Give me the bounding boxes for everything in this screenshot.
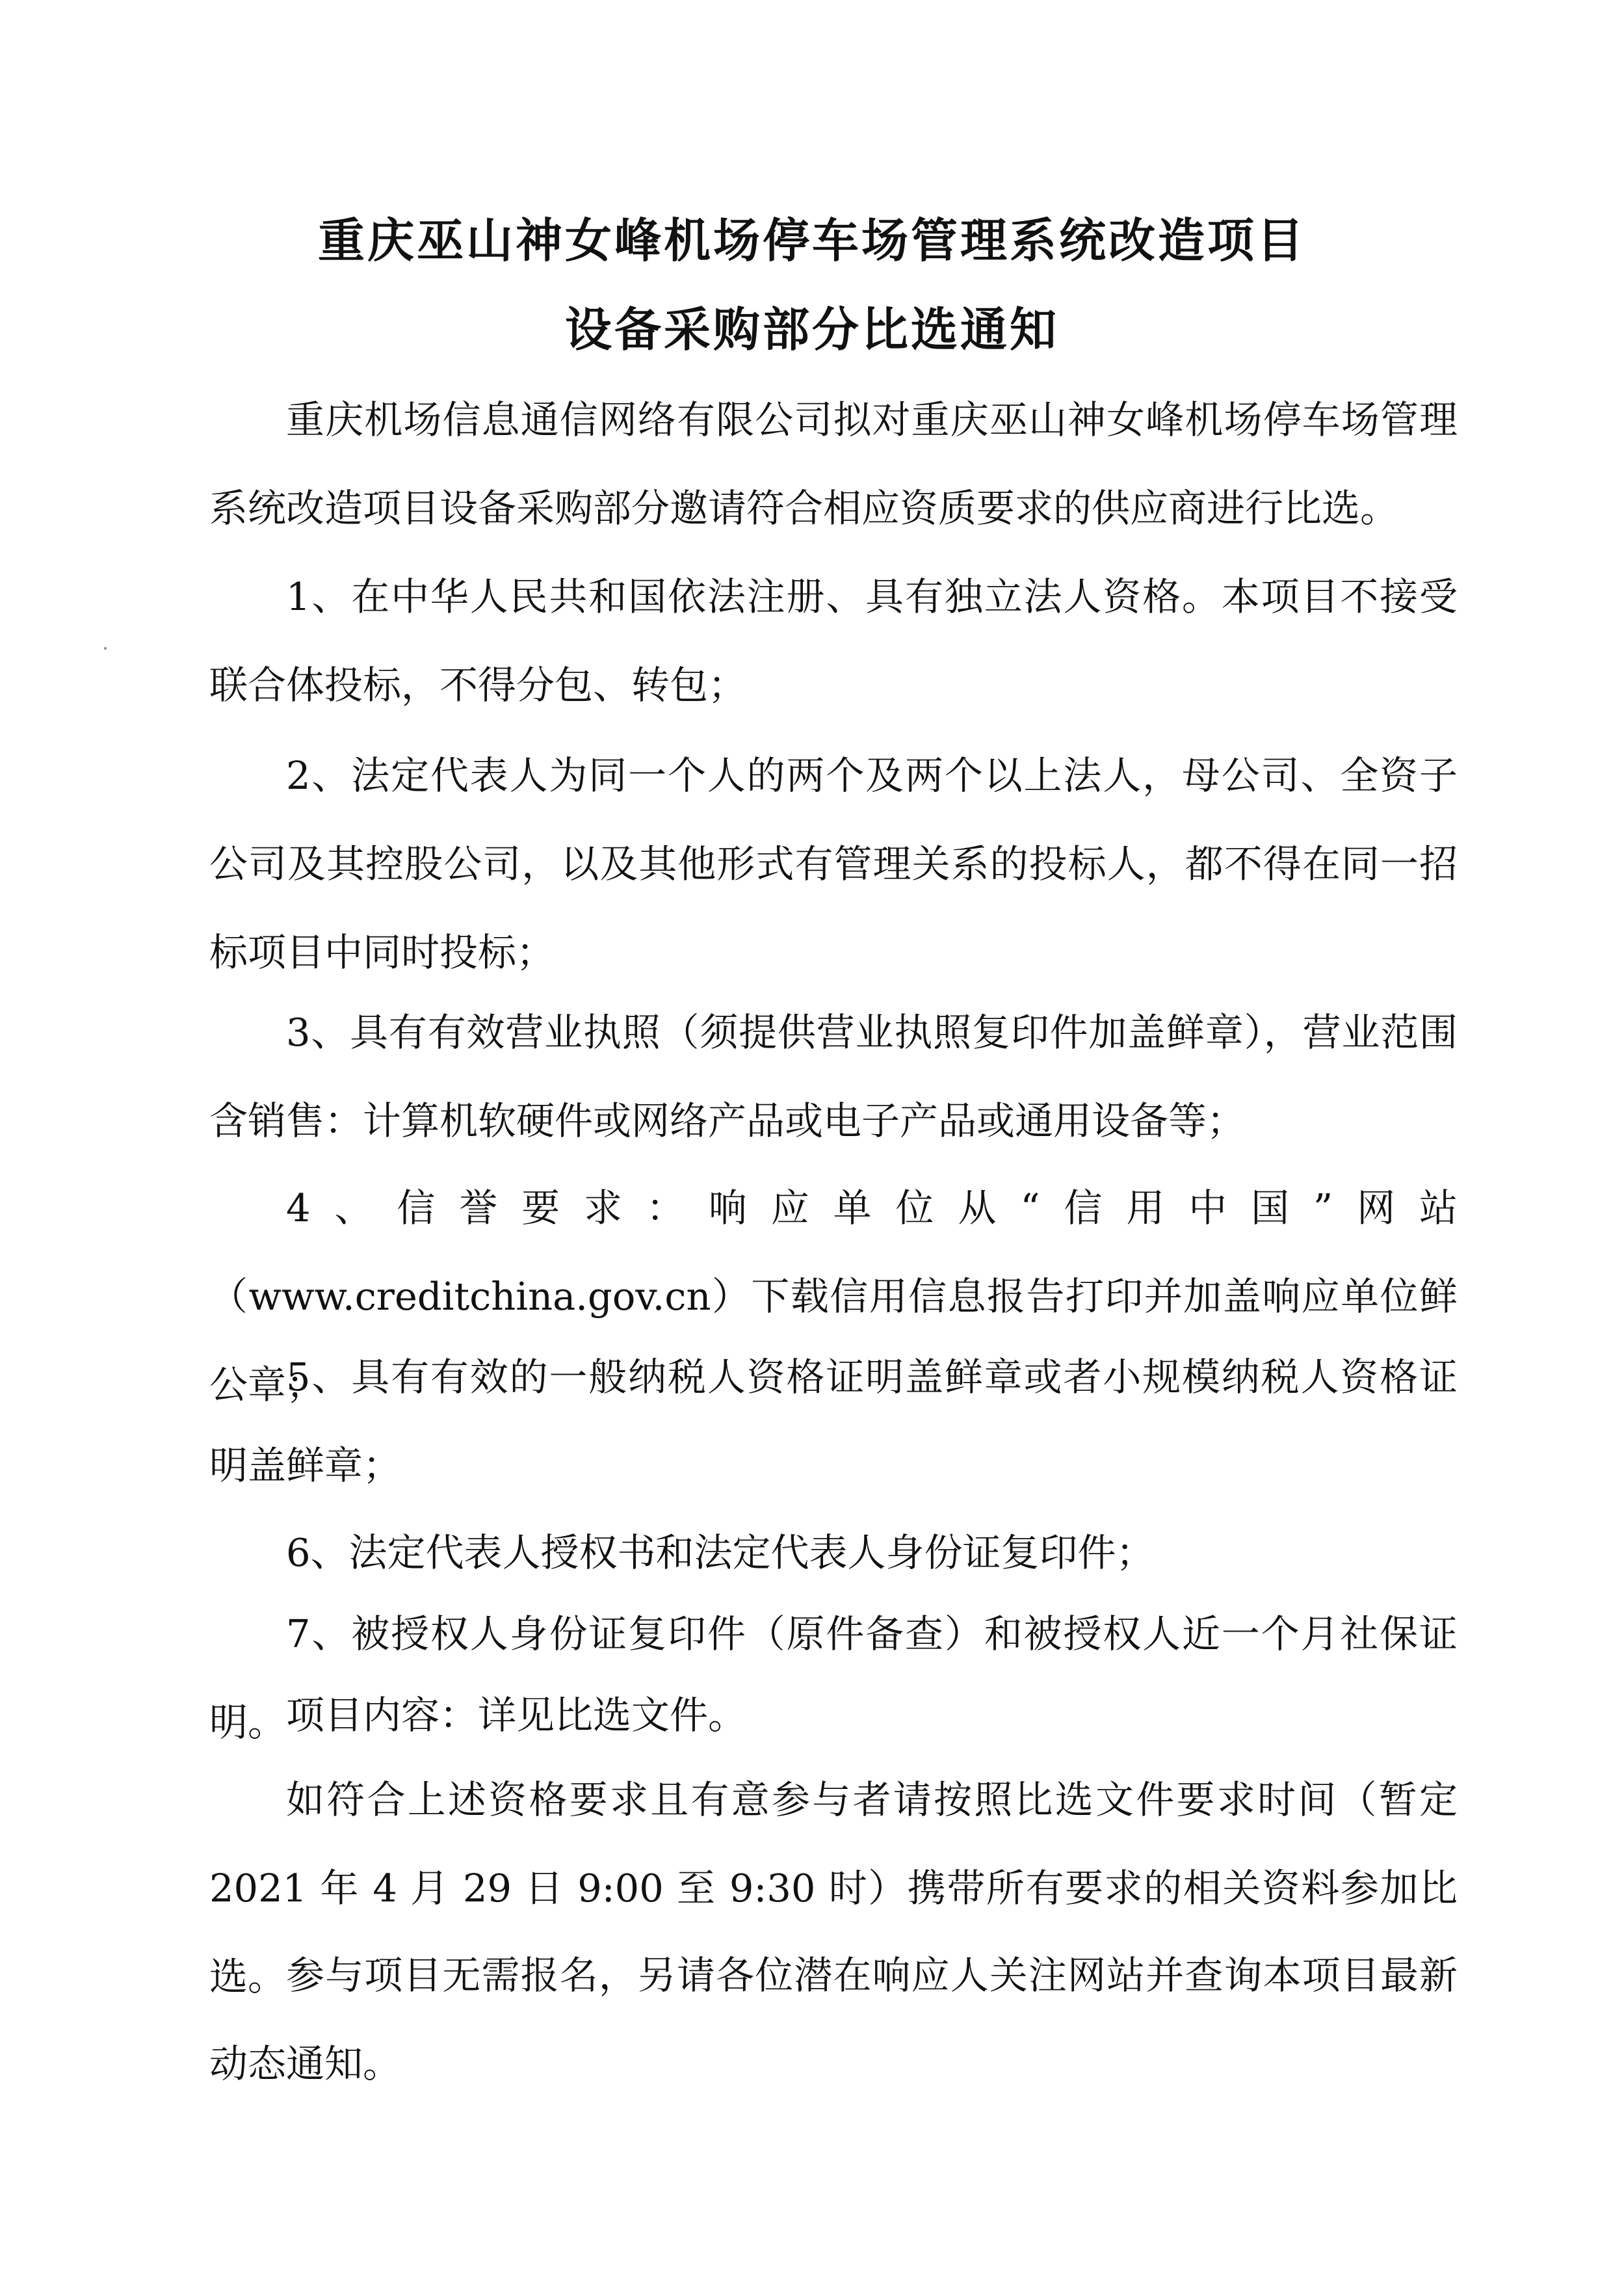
scan-speck [104,647,107,650]
project-content-paragraph: 项目内容：详见比选文件。 [286,1693,747,1738]
requirement-7: 7、被授权人身份证复印件（原件备查）和被授权人近一个月社保证明。 [209,1611,1458,1745]
requirement-6: 6、法定代表人授权书和法定代表人身份证复印件； [286,1530,1155,1575]
intro-paragraph: 重庆机场信息通信网络有限公司拟对重庆巫山神女峰机场停车场管理系统改造项目设备采购部分邀请符合相应资质要求的供应商进行比选。 [209,397,1458,531]
requirement-1: 1、在中华人民共和国依法注册、具有独立法人资格。本项目不接受联合体投标，不得分包、转包； [209,574,1458,708]
requirement-3: 3、具有有效营业执照（须提供营业执照复印件加盖鲜章），营业范围含销售：计算机软硬件或网络产品或电子产品或通用设备等； [209,1010,1458,1143]
requirement-5: 5、具有有效的一般纳税人资格证明盖鲜章或者小规模纳税人资格证明盖鲜章； [209,1355,1458,1488]
requirement-2: 2、法定代表人为同一个人的两个及两个以上法人，母公司、全资子公司及其控股公司，以及其他形式有管理关系的投标人，都不得在同一招标项目中同时投标； [209,753,1458,975]
document-title-line2: 设备采购部分比选通知 [564,302,1059,357]
requirement-4: 4、信誉要求：响应单位从“信用中国”网站（www.creditchina.gov.cn）下载信用信息报告打印并加盖响应单位鲜公章； [209,1185,1458,1407]
schedule-paragraph: 如符合上述资格要求且有意参与者请按照比选文件要求时间（暂定 2021 年 4 月 29 日 9:00 至 9:30 时）携带所有要求的相关资料参加比选。 [209,1777,1458,1999]
document-title-line1: 重庆巫山神女峰机场停车场管理系统改造项目 [317,213,1306,268]
notice-paragraph: 参与项目无需报名，另请各位潜在响应人关注网站并查询本项目最新动态通知。 [209,1953,1458,2086]
